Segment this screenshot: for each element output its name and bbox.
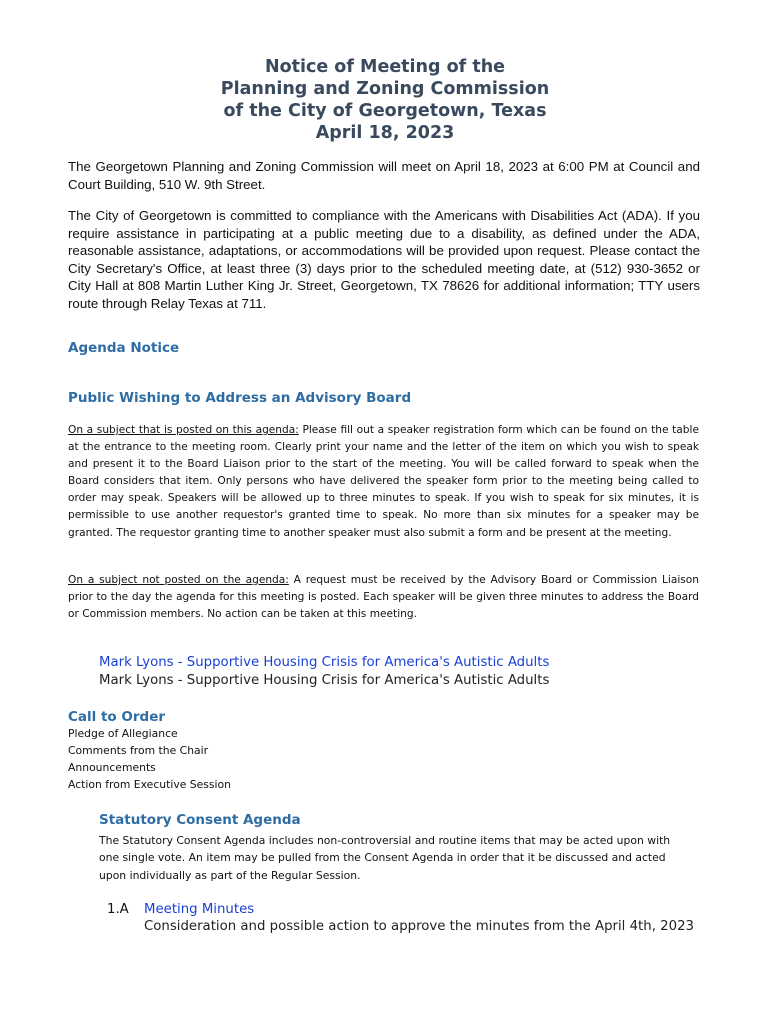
list-item: Pledge of Allegiance xyxy=(68,727,178,740)
list-item: Announcements xyxy=(68,761,156,774)
title-line-3: of the City of Georgetown, Texas xyxy=(223,101,547,121)
list-item: Action from Executive Session xyxy=(68,778,231,791)
title-line-1: Notice of Meeting of the xyxy=(264,57,506,77)
not-posted-subject-paragraph xyxy=(68,572,699,623)
meeting-minutes-link[interactable]: Meeting Minutes xyxy=(144,902,255,917)
title-line-2: Planning and Zoning Commission xyxy=(220,79,550,99)
meeting-minutes-description: Consideration and possible action to approve the minutes from the April 4th, 2023 xyxy=(144,919,694,934)
meeting-location-paragraph: The Georgetown Planning and Zoning Commission will meet on April 18, 2023 at 6:00 PM at Council and Court Building, 510 W. 9th Street. xyxy=(68,159,700,192)
consent-agenda-heading: Statutory Consent Agenda xyxy=(99,812,301,828)
ada-paragraph: The City of Georgetown is committed to compliance with the Americans with Disabilities Act (ADA). If you require assistance in participating at a public meeting due to a disability, as defined under the ADA, reasonable assistance, adaptations, or accommodations will be provided upon request. Please contact the City Secretary's Office, at least three (3) days prior to the scheduled meeting date, at (512) 930-3652 or City Hall at 808 Martin Luther King Jr. Street, Georgetown, TX 78626 for additional information; TTY users route through Relay Texas at 711. xyxy=(68,208,700,311)
title-line-4: April 18, 2023 xyxy=(315,123,455,143)
speaker-description: Mark Lyons - Supportive Housing Crisis for America's Autistic Adults xyxy=(99,673,550,688)
document-title xyxy=(0,56,770,144)
posted-subject-paragraph xyxy=(68,422,699,542)
list-item: Comments from the Chair xyxy=(68,744,209,757)
posted-subject-text: Please fill out a speaker registration form which can be found on the table at the entrance to the meeting room. Clearly print your name and the letter of the item on which you wish to speak and present it to the Board Liaison prior to the start of the meeting. You will be called forward to speak when the Board considers that item. Only persons who have delivered the speaker form prior to the meeting being called to order may speak. Speakers will be allowed up to three minutes to speak. If you wish to speak for six minutes, it is permissible to use another requestor's granted time to speak. No more than six minutes for a speaker may be granted. The requestor granting time to another speaker must also submit a form and be present at the meeting. xyxy=(68,424,699,539)
call-to-order-heading: Call to Order xyxy=(68,709,166,725)
agenda-notice-heading: Agenda Notice xyxy=(68,340,180,356)
posted-subject-label: On a subject that is posted on this agenda: xyxy=(68,424,299,436)
speaker-link[interactable]: Mark Lyons - Supportive Housing Crisis for America's Autistic Adults xyxy=(99,655,550,670)
item-number: 1.A xyxy=(107,902,129,917)
call-to-order-list xyxy=(68,725,231,793)
not-posted-subject-label: On a subject not posted on the agenda: xyxy=(68,574,289,586)
consent-agenda-text: The Statutory Consent Agenda includes non-controversial and routine items that may be acted upon with one single vote. An item may be pulled from the Consent Agenda in order that it be discussed and acted upon individually as part of the Regular Session. xyxy=(99,834,671,882)
public-address-heading: Public Wishing to Address an Advisory Board xyxy=(68,390,412,406)
not-posted-subject-text: A request must be received by the Advisory Board or Commission Liaison prior to the day the agenda for this meeting is posted. Each speaker will be given three minutes to address the Board or Commission members. No action can be taken at this meeting. xyxy=(68,574,699,621)
